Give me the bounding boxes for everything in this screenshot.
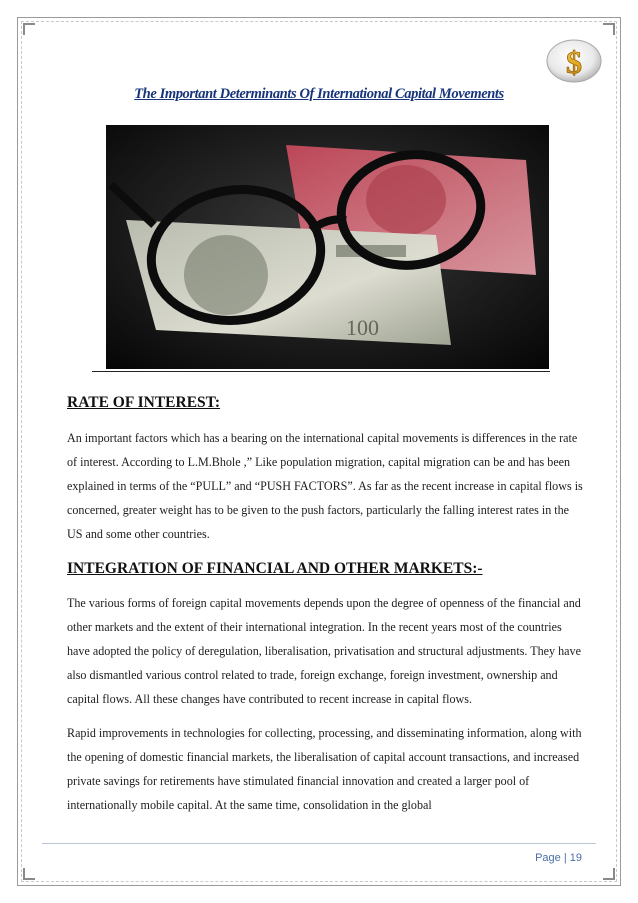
corner-ornament [23, 868, 35, 880]
page-number: Page | 19 [535, 852, 582, 864]
eyeglasses-on-banknotes-photo [106, 125, 549, 369]
corner-ornament [603, 23, 615, 35]
dollar-symbol: $ [566, 44, 582, 80]
document-body [67, 394, 585, 817]
section-heading-integration: INTEGRATION OF FINANCIAL AND OTHER MARKETS:- [67, 560, 483, 577]
footer-rule [42, 843, 596, 844]
paragraph-integration-1: The various forms of foreign capital movements depends upon the degree of openness of the financial and other markets and the extent of their international integration. In the recent years most of the countries have adopted the policy of deregulation, liberalisation, privatisation and structural adjustments. They have also dismantled various control related to trade, foreign exchange, foreign investment, ownership and capital flows. All these changes have contributed to recent increase in capital flows. [67, 596, 581, 706]
svg-text:100: 100 [346, 315, 379, 340]
paragraph-rate-of-interest: An important factors which has a bearing on the international capital movements is differences in the rate of interest. According to L.M.Bhole ,” Like population migration, capital migration can be and has been explained in terms of the “PULL” and “PUSH FACTORS”. As far as the recent increase in capital flows is concerned, greater weight has to be given to the push factors, particularly the falling interest rates in the US and some other countries. [67, 431, 583, 541]
page-title: The Important Determinants Of International Capital Movements [134, 86, 504, 102]
corner-ornament [603, 868, 615, 880]
paragraph-integration-2: Rapid improvements in technologies for collecting, processing, and disseminating information, along with the opening of domestic financial markets, the liberalisation of capital account transactions, and increased private savings for retirements have stimulated financial innovation and created a larger pool of internationally mobile capital. At the same time, consolidation in the global [67, 726, 582, 812]
corner-ornament [23, 23, 35, 35]
dollar-logo-icon [545, 38, 603, 84]
section-heading-rate-of-interest: RATE OF INTEREST: [67, 394, 221, 411]
photo-underline [92, 371, 550, 372]
